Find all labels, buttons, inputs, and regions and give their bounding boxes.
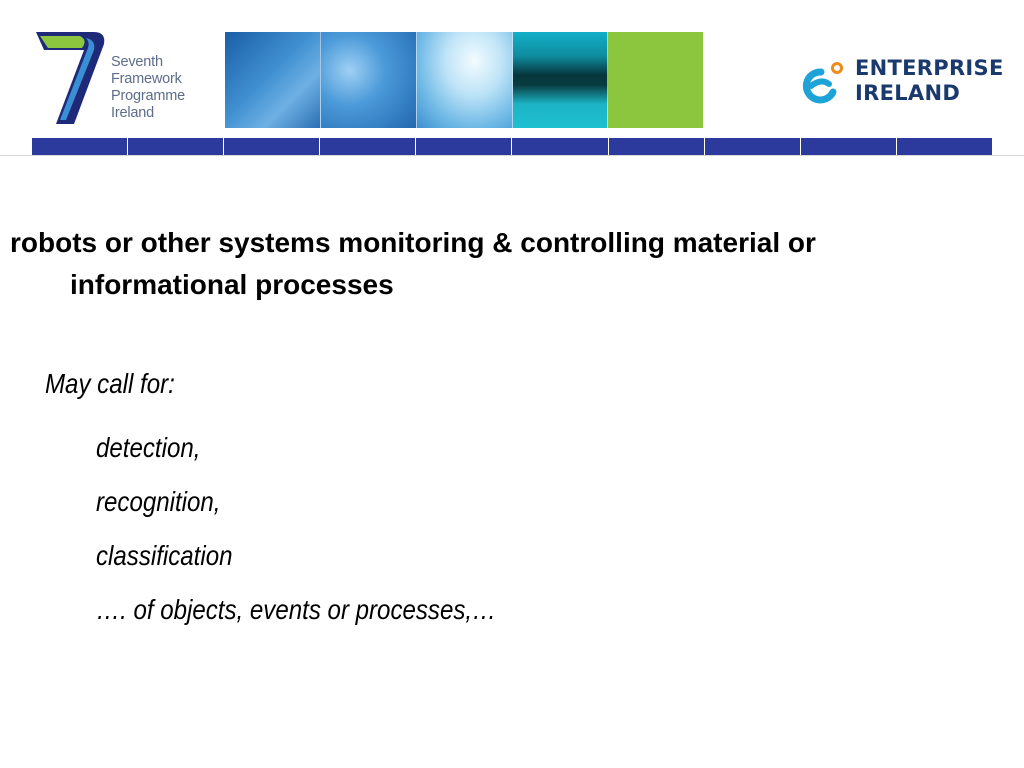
slide-header — [0, 0, 1024, 160]
fp7-line: Ireland — [111, 105, 154, 121]
ei-line: ENTERPRISE — [855, 56, 1004, 80]
enterprise-e-icon — [799, 60, 843, 106]
heading-line-1: robots or other systems monitoring & controlling material or — [10, 227, 816, 258]
list-item: recognition, — [96, 486, 221, 517]
intro-text: May call for: — [45, 368, 175, 399]
fp7-ireland-logo — [34, 30, 209, 130]
list-item: …. of objects, events or processes,… — [96, 594, 497, 625]
enterprise-ireland-logo — [799, 56, 1004, 108]
list-item: classification — [96, 540, 233, 571]
fp7-line: Programme — [111, 88, 185, 104]
heading-line-2: informational processes — [70, 269, 394, 300]
band-segment — [705, 138, 801, 155]
band-segment — [416, 138, 512, 155]
seven-icon — [34, 30, 106, 126]
ei-line: IRELAND — [855, 81, 961, 105]
band-segment — [128, 138, 224, 155]
band-segment — [320, 138, 416, 155]
slide-heading — [10, 222, 1010, 306]
cloud-tile — [417, 32, 513, 128]
green-tile — [608, 32, 703, 128]
call-list — [96, 421, 496, 637]
band-segment — [801, 138, 897, 155]
band-segment — [224, 138, 320, 155]
fp7-line: Framework — [111, 71, 182, 87]
teal-tile — [513, 32, 608, 128]
band-segment — [897, 138, 992, 155]
blue-tile — [225, 32, 321, 128]
band-segment — [512, 138, 608, 155]
header-band — [32, 138, 992, 155]
fp7-logo-text — [111, 54, 185, 122]
fp7-line: Seventh — [111, 54, 163, 70]
header-divider — [0, 155, 1024, 156]
sky-tile — [321, 32, 417, 128]
list-item: detection, — [96, 432, 201, 463]
enterprise-logo-text — [855, 56, 1004, 106]
image-strip — [225, 32, 703, 128]
band-segment — [609, 138, 705, 155]
band-segment — [32, 138, 128, 155]
